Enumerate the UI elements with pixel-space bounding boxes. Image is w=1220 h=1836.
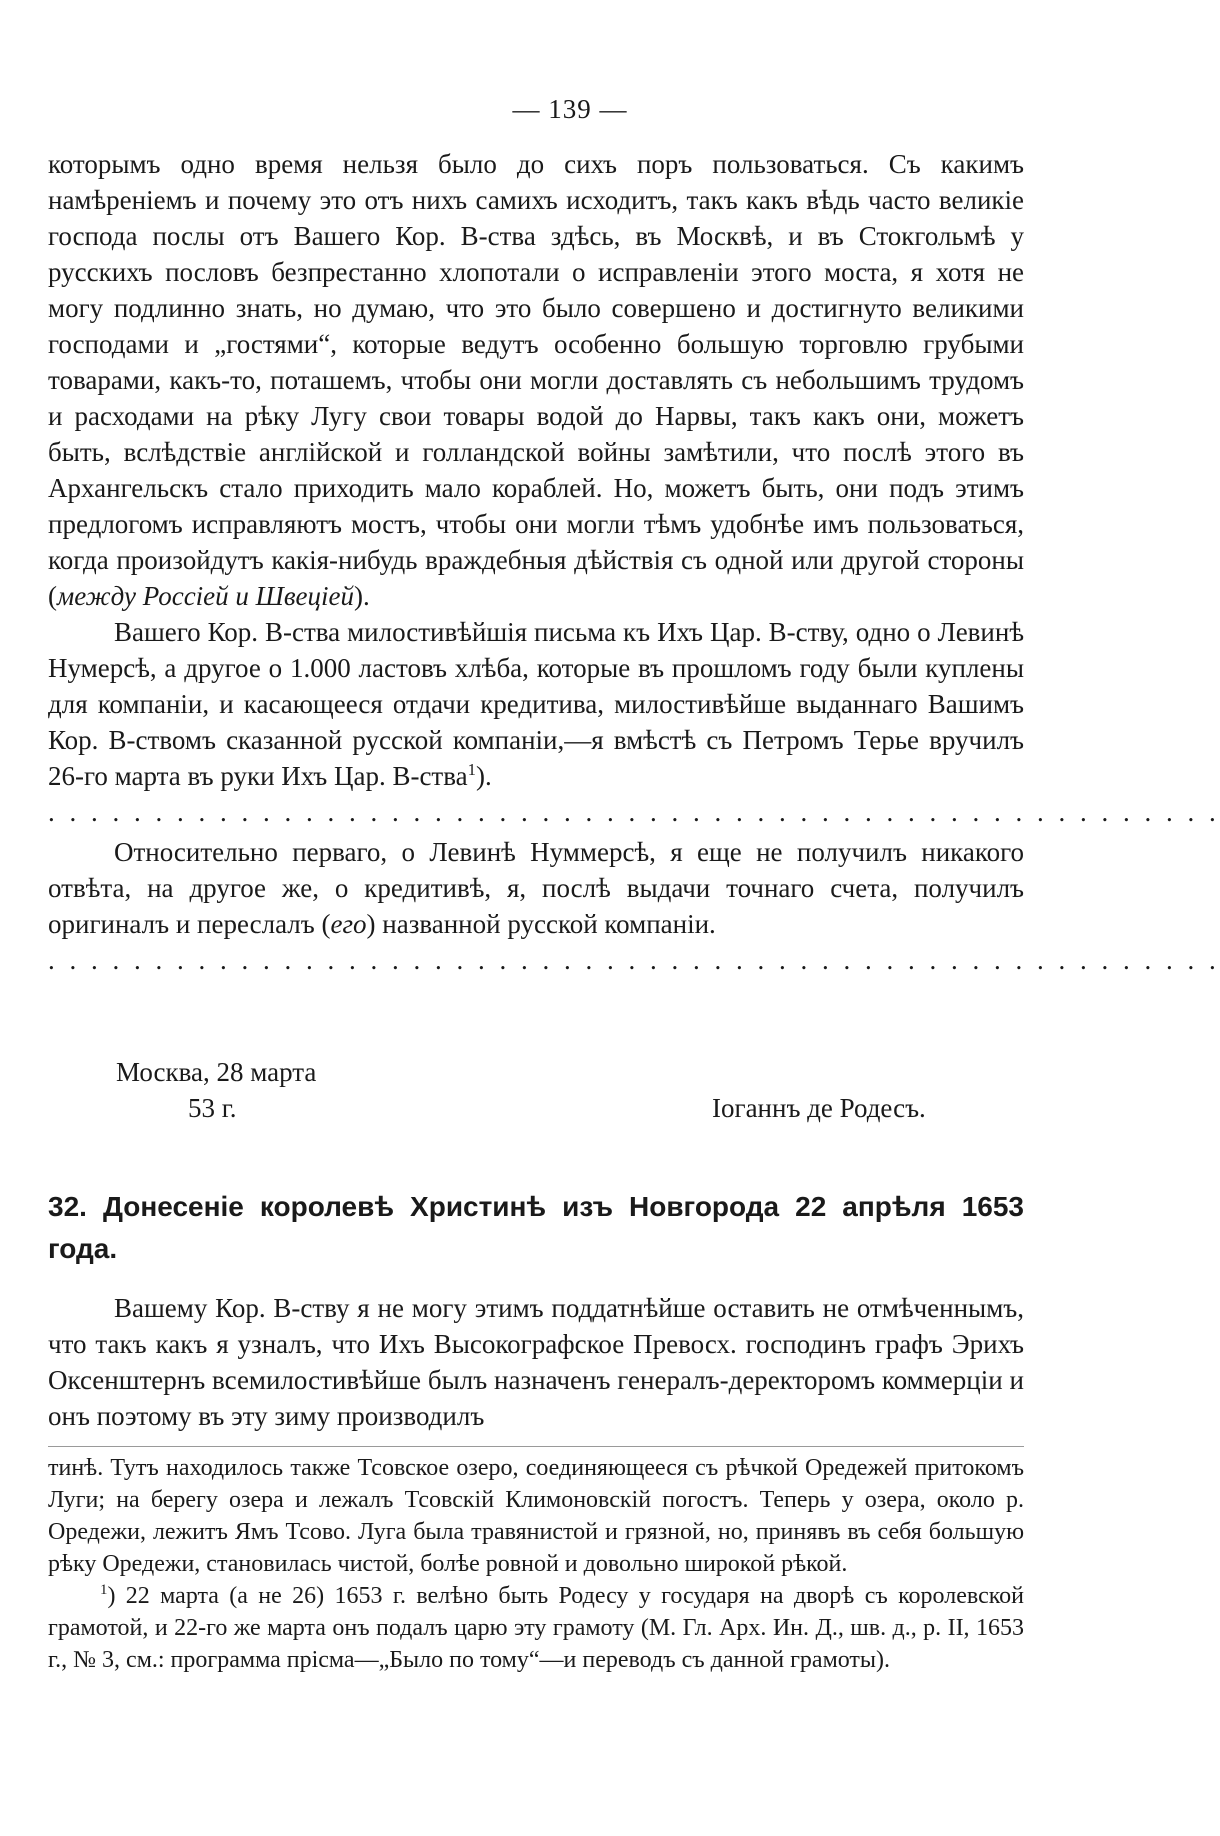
ellipsis-line: . . . . . . . . . . . . . . . . . . . . . . . . . . . . . . . . . . . . . . . . . . . . . . . . . . . . . . . [48, 797, 1220, 827]
document-heading: 32. Донесеніе королевѣ Христинѣ изъ Новгорода 22 апрѣля 1653 года. [48, 1191, 1024, 1264]
footnote-1 [48, 1580, 1024, 1676]
paragraph [48, 146, 1024, 614]
italic-insertion: его [330, 909, 367, 939]
paragraph-text: которымъ одно время нельзя было до сихъ поръ пользоваться. Съ какимъ намѣреніемъ и почему это отъ нихъ самихъ исходитъ, такъ какъ вѣдь часто великіе господа послы отъ Вашего Кор. В-ства здѣсь, въ Москвѣ, и въ Стокгольмѣ у русскихъ пословъ безпрестанно хлопотали о исправленіи этого моста, я хотя не могу подлинно знать, но думаю, что это было совершено и достигнуто великими господами и „гостями“, которые ведутъ особенно большую торговлю грубыми товарами, какъ-то, поташемъ, чтобы они могли доставлять съ небольшимъ трудомъ и расходами на рѣку Лугу свои товары водой до Нарвы, такъ какъ они, можетъ быть, вслѣдствіе англійской и голландской войны замѣтили, что послѣ этого въ Архангельскъ стало приходить мало кораблей. Но, можетъ быть, они подъ этимъ предлогомъ исправляютъ мостъ, чтобы они могли тѣмъ удобнѣе имъ пользоваться, когда произойдутъ какія-нибудь враждебныя дѣйствія съ одной или другой стороны ( [48, 149, 1024, 611]
paragraph-text-end: ). [475, 761, 492, 791]
document-body [48, 1290, 1024, 1434]
page-number: — 139 — [512, 94, 628, 124]
footnote-continuation: тинѣ. Тутъ находилось также Тсовское озеро, соединяющееся съ рѣчкой Оредежей притокомъ Луги; на берегу озера и лежалъ Тсовскій Климоновскій погостъ. Теперь у озера, около р. Оредежи, лежитъ Ямъ Тсово. Луга была травянистой и грязной, но, принявъ въ себя большую рѣку Оредежи, становилась чистой, болѣе ровной и довольно широкой рѣкой. [48, 1455, 1024, 1577]
paragraph [48, 614, 1024, 794]
paragraph-text: Относительно перваго, о Левинѣ Нуммерсѣ, я еще не получилъ никакого отвѣта, на другое же, о кредитивѣ, я, послѣ выдачи точнаго счета, получилъ оригиналъ и переслалъ ( [48, 837, 1024, 939]
footnote-marker: 1 [100, 1582, 108, 1598]
place-date: Москва, 28 марта [116, 1057, 317, 1087]
footnote-text: ) 22 марта (а не 26) 1653 г. велѣно быть Родесу у государя на дворѣ съ королевской грамотой, и 22-го же марта онъ подалъ царю эту грамоту (М. Гл. Арх. Ин. Д., шв. д., р. II, 1653 г., № 3, см.: программа прісма—„Было по тому“—и переводъ съ данной грамоты). [48, 1583, 1024, 1673]
signature: Іоганнъ де Родесъ. [712, 1093, 926, 1123]
footnote-divider [48, 1446, 1024, 1447]
footnote-reference[interactable]: 1 [467, 760, 476, 779]
paragraph: Вашему Кор. В-ству я не могу этимъ поддатнѣйше оставить не отмѣченнымъ, что такъ какъ я узналъ, что Ихъ Высокографское Превосх. господинъ графъ Эрихъ Оксенштернъ всемилостивѣйше былъ назначенъ генералъ-деректоромъ коммерціи и онъ поэтому въ эту зиму производилъ [48, 1293, 1024, 1431]
paragraph [48, 834, 1024, 942]
italic-insertion: между Россіей и Швеціей [57, 581, 355, 611]
letter-body [48, 146, 1220, 978]
paragraph-text-end: ) названной русской компаніи. [366, 909, 716, 939]
ellipsis-line: . . . . . . . . . . . . . . . . . . . . . . . . . . . . . . . . . . . . . . . . . . . . . . . . . . . . . . . [48, 945, 1220, 975]
footnotes [48, 1452, 1024, 1676]
letter-year: 53 г. [188, 1093, 237, 1123]
paragraph-text: Вашего Кор. В-ства милостивѣйшія письма къ Ихъ Цар. В-ству, одно о Левинѣ Нумерсѣ, а другое о 1.000 ластовъ хлѣба, которые въ прошломъ году были куплены для компаніи, и касающееся отдачи кредитива, милостивѣйше выданнаго Вашимъ Кор. В-ствомъ сказанной русской компаніи,—я вмѣстѣ съ Петромъ Терье вручилъ 26-го марта въ руки Ихъ Цар. В-ства [48, 617, 1024, 791]
paragraph-text-end: ). [354, 581, 370, 611]
